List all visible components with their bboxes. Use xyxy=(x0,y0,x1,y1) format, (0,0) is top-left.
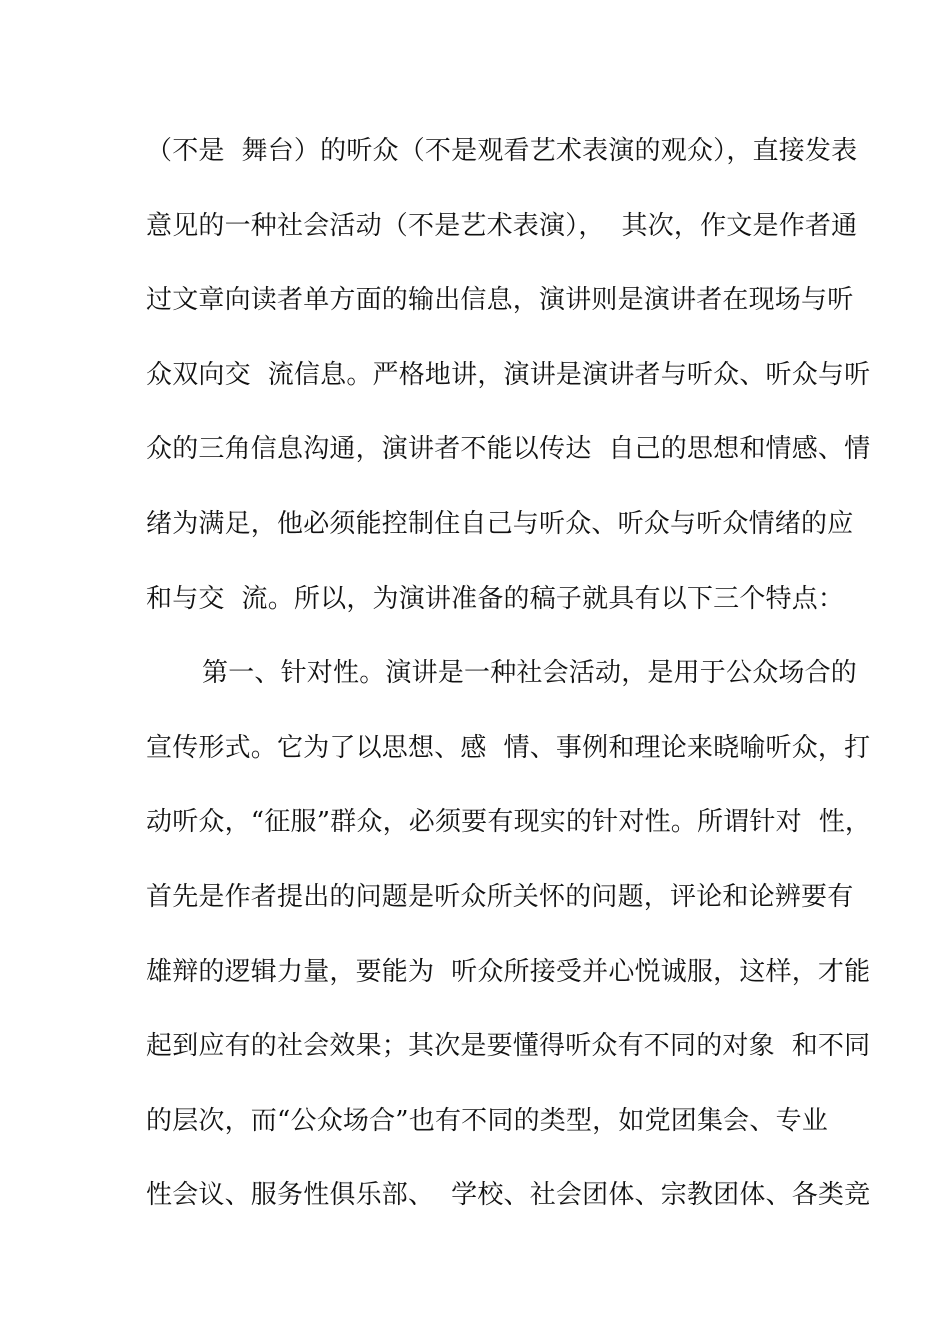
text-line: 众的三角信息沟通，演讲者不能以传达 自己的思想和情感、情 xyxy=(146,434,871,465)
text-line: 过文章向读者单方面的输出信息，演讲则是演讲者在现场与听 xyxy=(146,285,854,316)
text-line: 和与交 流。所以，为演讲准备的稿子就具有以下三个特点： xyxy=(146,583,845,614)
text-line: 动听众，“征服”群众，必须要有现实的针对性。所谓针对 性， xyxy=(146,807,872,838)
text-line: 众双向交 流信息。严格地讲，演讲是演讲者与听众、听众与听 xyxy=(146,359,871,390)
paragraph-start-line: 第一、针对性。演讲是一种社会活动，是用于公众场合的 xyxy=(202,658,858,689)
text-line: 起到应有的社会效果；其次是要懂得听众有不同的对象 和不同 xyxy=(146,1031,871,1062)
text-line: 宣传形式。它为了以思想、感 情、事例和理论来晓喻听众，打 xyxy=(146,732,871,763)
text-line: （不是 舞台）的听众（不是观看艺术表演的观众），直接发表 xyxy=(146,136,858,166)
text-line: 的层次，而“公众场合”也有不同的类型，如党团集会、专业 xyxy=(146,1105,828,1136)
text-line: 绪为满足，他必须能控制住自己与听众、听众与听众情绪的应 xyxy=(146,508,854,539)
text-line: 雄辩的逻辑力量，要能为 听众所接受并心悦诚服，这样，才能 xyxy=(146,956,871,987)
text-line: 意见的一种社会活动（不是艺术表演）， 其次，作文是作者通 xyxy=(146,210,858,241)
text-line: 性会议、服务性俱乐部、 学校、社会团体、宗教团体、各类竞 xyxy=(146,1180,871,1211)
text-line: 首先是作者提出的问题是听众所关怀的问题，评论和论辨要有 xyxy=(146,881,854,912)
body-text xyxy=(146,128,872,1247)
